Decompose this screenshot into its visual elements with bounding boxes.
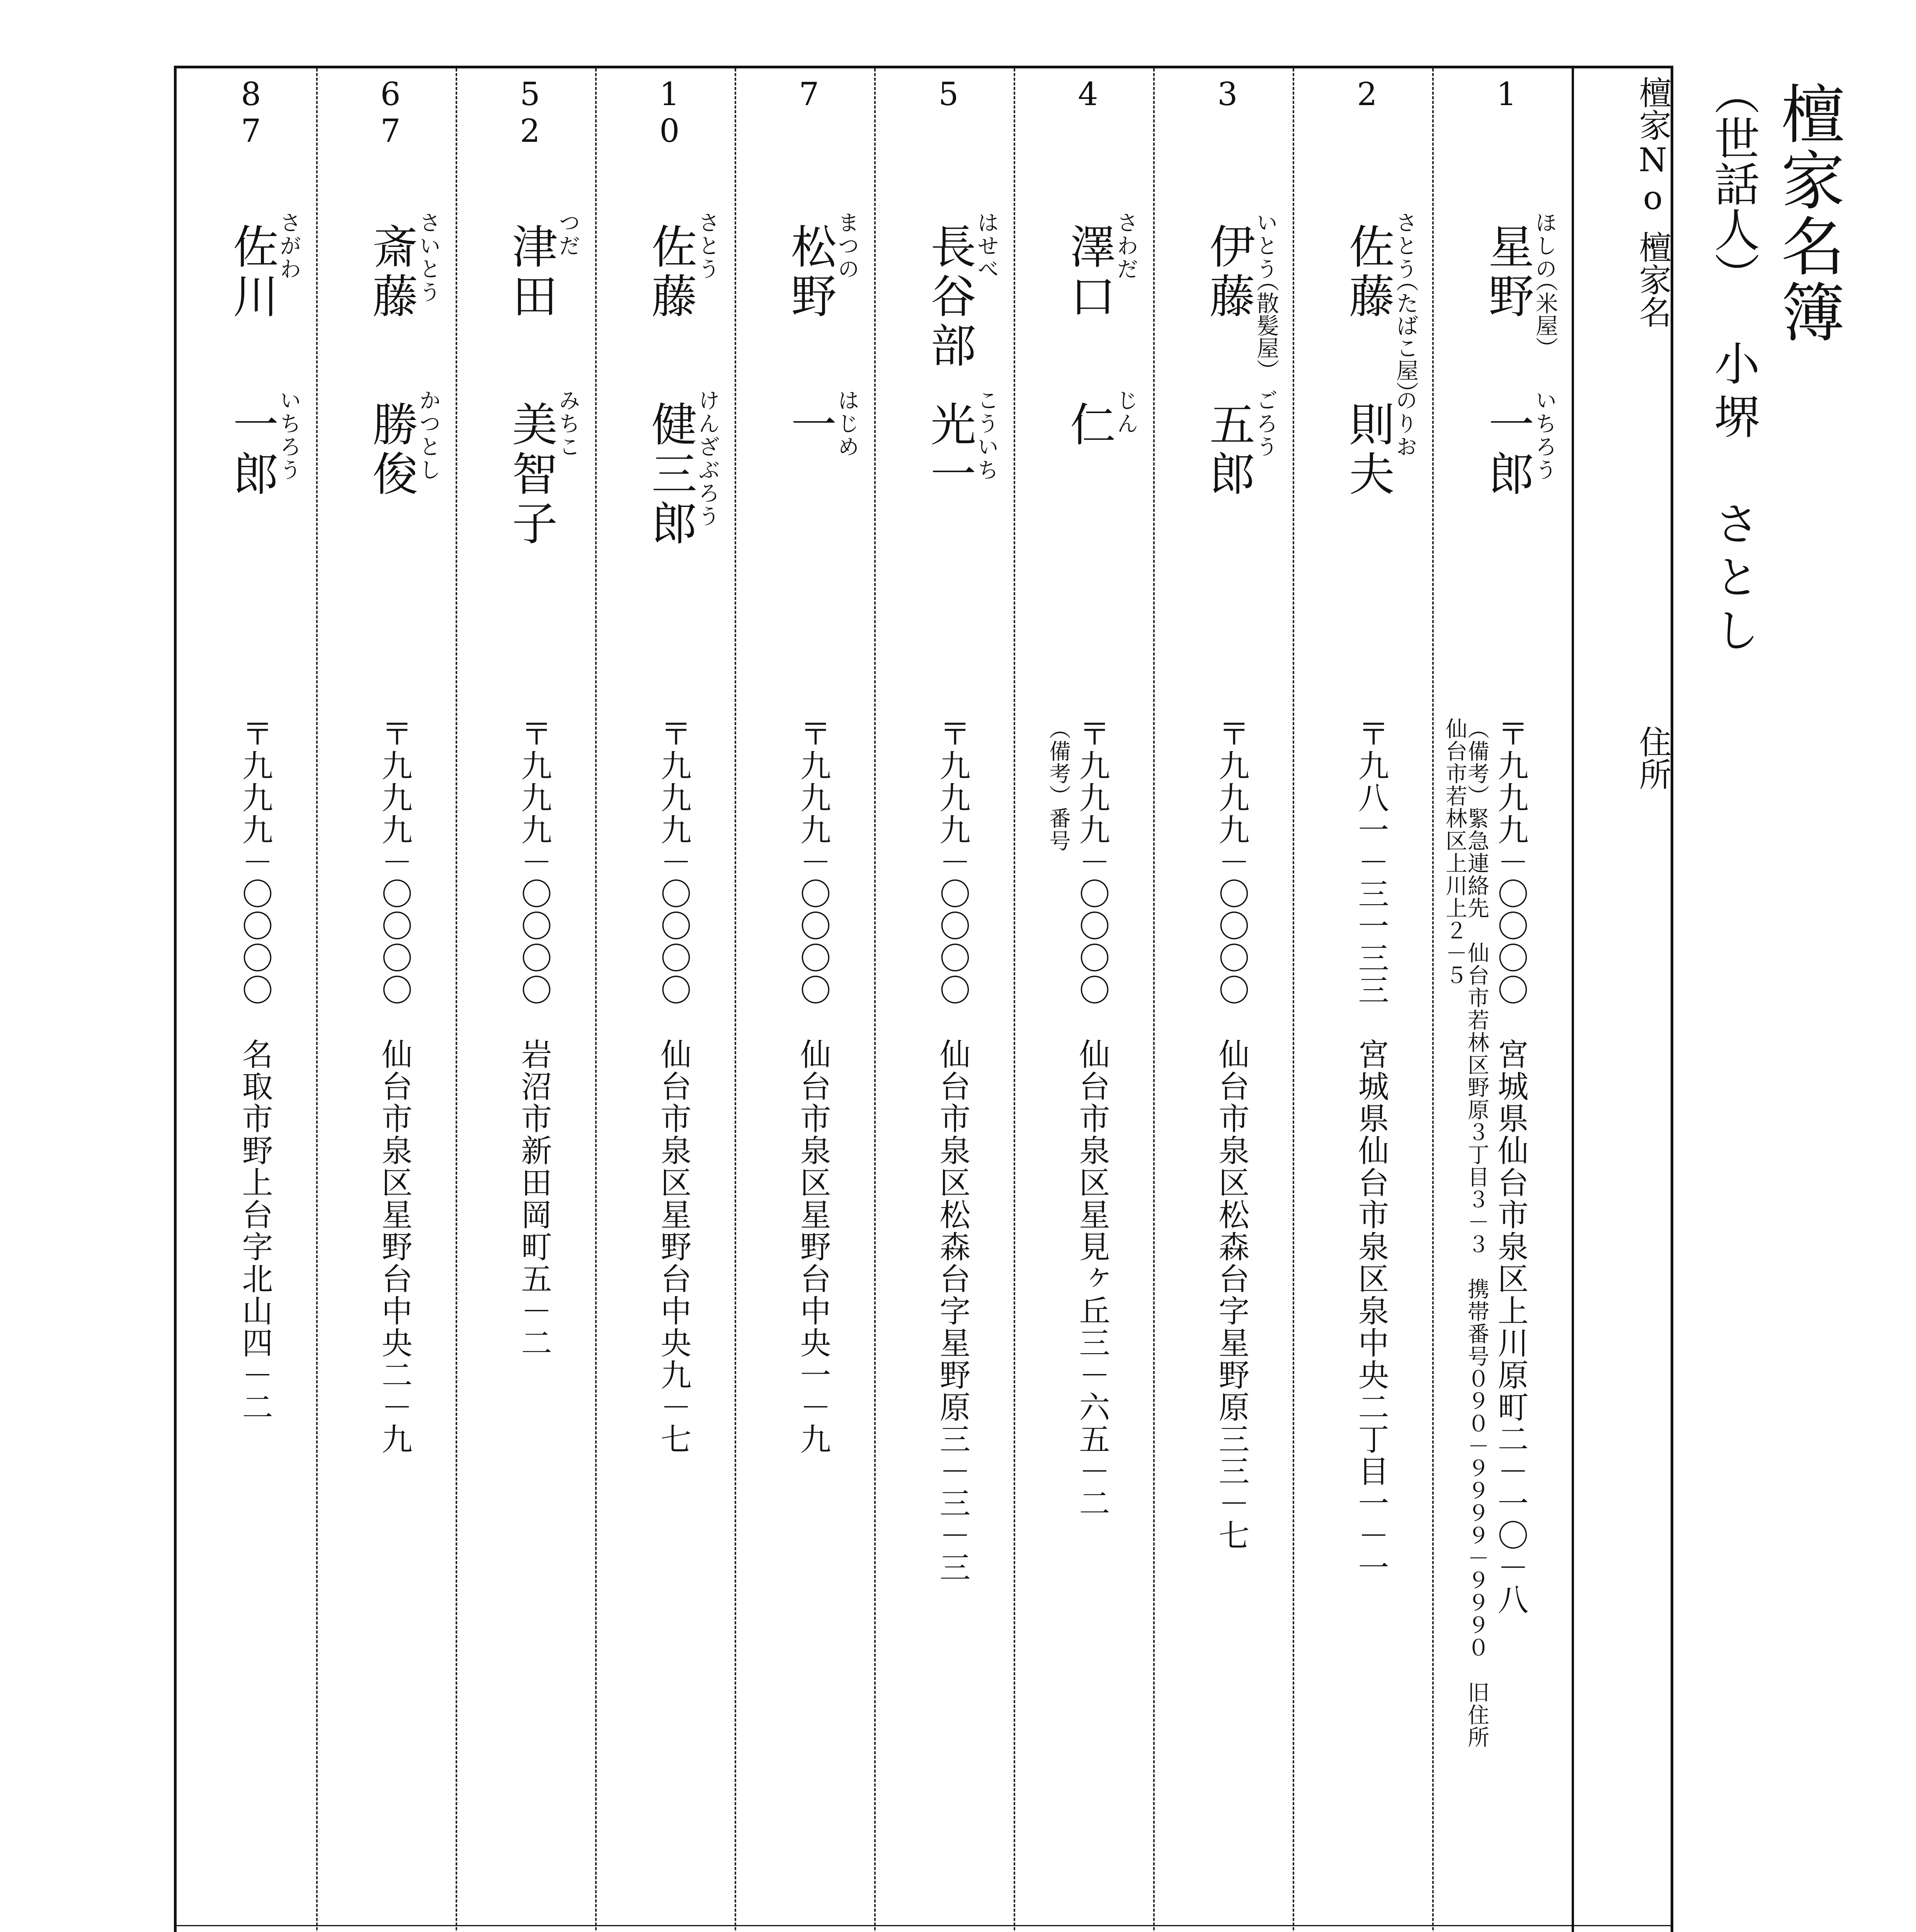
record-given-name: 一 <box>783 401 837 450</box>
record-given-name: 光一 <box>923 401 976 500</box>
record-given-name: 五郎 <box>1202 401 1255 500</box>
record-ruby-given: こういち <box>974 389 999 482</box>
phone-divider <box>177 1925 1671 1926</box>
record-shop: （散髪屋） <box>1253 269 1279 381</box>
column-divider <box>1014 68 1015 1932</box>
record-number: 3 <box>1209 76 1246 113</box>
record-ruby-family: ほしの <box>1532 211 1557 281</box>
column-divider <box>456 68 457 1932</box>
record-number: 5 <box>930 76 967 113</box>
record-family-name: 伊藤 <box>1202 223 1255 322</box>
record-ruby-given: みちこ <box>555 389 580 459</box>
header-name-label: 檀家名 <box>1634 231 1672 328</box>
record-ruby-given: かつとし <box>416 389 441 482</box>
record-ruby-given: ごろう <box>1253 389 1278 459</box>
record-ruby-given: のりお <box>1392 389 1417 459</box>
record-address: 〒九九九－〇〇〇〇 宮城県仙台市泉区上川原町二－一〇－八 <box>1492 718 1528 1616</box>
record-family-name: 津田 <box>504 223 558 322</box>
record-address: 〒九九九－〇〇〇〇 仙台市泉区松森台字星野原三三－七 <box>1213 718 1249 1551</box>
record-ruby-given: いちろう <box>276 389 301 482</box>
column-divider <box>1293 68 1294 1932</box>
record-ruby-given: はじめ <box>834 389 859 459</box>
record-family-name: 松野 <box>783 223 837 322</box>
header-address-label: 住所 <box>1634 725 1672 790</box>
column-divider <box>874 68 876 1932</box>
record-note: （備考）番号 <box>1046 718 1071 852</box>
record-address: 〒九九九－〇〇〇〇 仙台市泉区星野台中央二－九 <box>376 718 412 1455</box>
record-given-name: 一郎 <box>225 401 279 500</box>
record-number: 2 <box>1349 76 1385 113</box>
record-ruby-family: さがわ <box>276 211 301 281</box>
column-divider <box>735 68 736 1932</box>
record-shop: （米屋） <box>1532 269 1558 359</box>
record-ruby-given: けんざぶろう <box>695 389 720 528</box>
record-ruby-family: つだ <box>555 211 580 258</box>
record-given-name: 美智子 <box>504 401 558 549</box>
record-given-name: 一郎 <box>1481 401 1534 500</box>
record-family-name: 佐藤 <box>1341 223 1395 322</box>
record-note-address: 仙台市若林区上川上２－５ <box>1442 718 1467 986</box>
record-shop: （たばこ屋） <box>1392 269 1419 404</box>
record-ruby-family: さとう <box>695 211 720 281</box>
record-ruby-family: はせべ <box>974 211 999 281</box>
caretaker-name: 小堺 さとし <box>1707 340 1760 660</box>
record-family-name: 佐藤 <box>644 223 697 322</box>
record-ruby-family: いとう <box>1253 211 1278 281</box>
record-family-name: 長谷部 <box>923 223 976 371</box>
record-ruby-family: さわだ <box>1113 211 1138 281</box>
record-number: 4 <box>1070 76 1106 113</box>
header-no-label: 檀家No. <box>1634 76 1672 255</box>
record-ruby-given: いちろう <box>1532 389 1557 482</box>
record-ruby-family: さとう <box>1392 211 1417 281</box>
page-subtitle: （世話人） <box>1707 70 1760 298</box>
record-address: 〒九九九－〇〇〇〇 仙台市泉区星野台中央九－七 <box>655 718 691 1455</box>
record-number: 87 <box>233 76 269 150</box>
column-divider <box>1432 68 1434 1932</box>
record-address: 〒九九九－〇〇〇〇 名取市野上台字北山四－二 <box>237 718 273 1423</box>
column-divider <box>1153 68 1155 1932</box>
record-given-name: 則夫 <box>1341 401 1395 500</box>
record-given-name: 勝俊 <box>365 401 418 500</box>
record-address: 〒九九九－〇〇〇〇 仙台市泉区星野台中央一－九 <box>795 718 831 1455</box>
record-address: 〒九八一－三一三三 宮城県仙台市泉区泉中央二丁目一－一 <box>1353 718 1389 1583</box>
record-number: 7 <box>791 76 827 113</box>
record-number: 10 <box>651 76 688 150</box>
column-divider <box>316 68 318 1932</box>
record-ruby-family: さいとう <box>416 211 441 304</box>
record-number: 1 <box>1488 76 1525 113</box>
record-ruby-given: じん <box>1113 389 1138 435</box>
register-table <box>174 66 1673 1932</box>
record-family-name: 斎藤 <box>365 223 418 322</box>
record-address: 〒九九九－〇〇〇〇 岩沼市新田岡町五－二 <box>516 718 552 1359</box>
record-family-name: 澤口 <box>1062 223 1116 322</box>
record-given-name: 健三郎 <box>644 401 697 549</box>
record-family-name: 星野 <box>1481 223 1534 322</box>
record-number: 67 <box>372 76 409 150</box>
record-address: 〒九九九－〇〇〇〇 仙台市泉区星見ヶ丘三－六五－二 <box>1074 718 1110 1519</box>
record-given-name: 仁 <box>1062 401 1116 450</box>
page-title: 檀家名簿 <box>1771 81 1845 345</box>
record-note: （備考）緊急連絡先 仙台市若林区野原３丁目３－３ 携帯番号０９０－９９９９－９９９０ 旧住所 <box>1464 718 1489 1748</box>
record-family-name: 佐川 <box>225 223 279 322</box>
header-divider <box>1572 68 1574 1932</box>
record-number: 52 <box>512 76 548 150</box>
record-address: 〒九九九－〇〇〇〇 仙台市泉区松森台字星野原三－三－三 <box>934 718 970 1583</box>
column-divider <box>595 68 597 1932</box>
record-ruby-family: まつの <box>834 211 859 281</box>
